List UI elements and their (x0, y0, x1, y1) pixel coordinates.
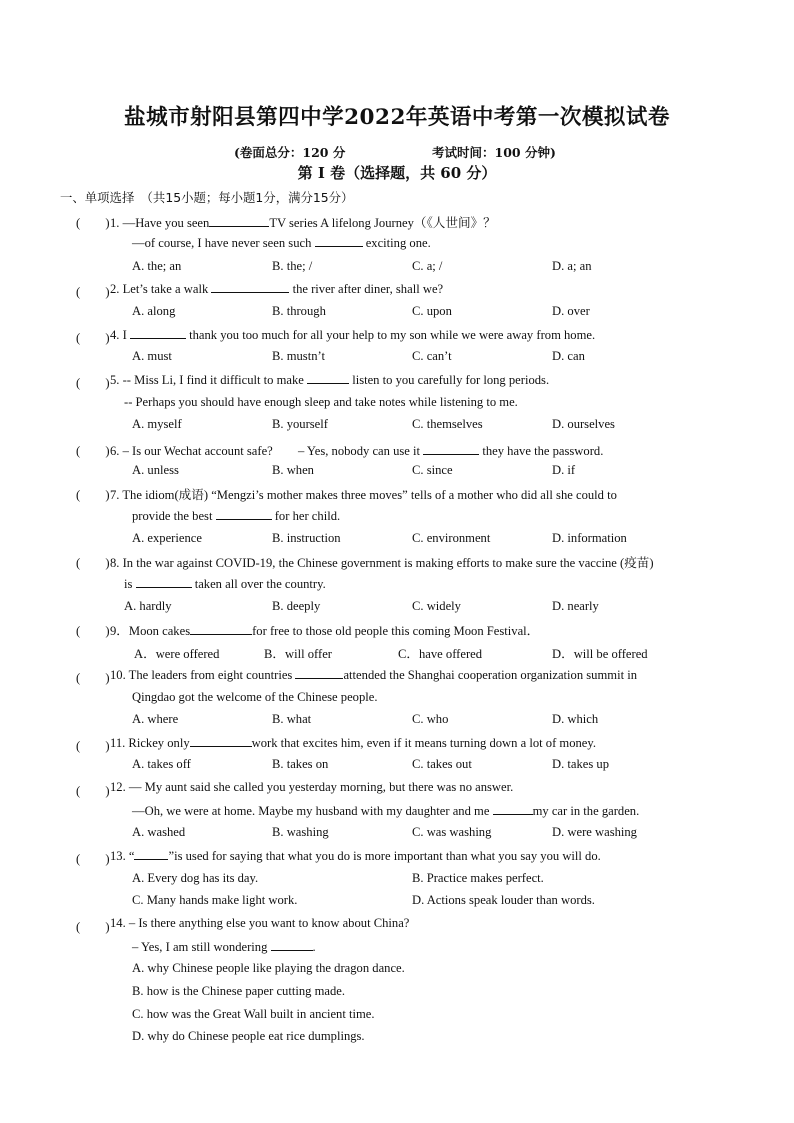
answer-bracket[interactable]: ( ) (76, 739, 110, 753)
question-text: – Yes, I am still wondering . (132, 940, 316, 954)
answer-bracket[interactable]: ( ) (76, 671, 110, 685)
exam-title: 盐城市射阳县第四中学2022年英语中考第一次模拟试卷 (124, 105, 670, 130)
option-b[interactable]: B. how is the Chinese paper cutting made. (132, 984, 345, 998)
question-text: 11. Rickey only work that excites him, even if it means turning down a lot of money. (110, 736, 597, 750)
option-b[interactable]: B. when (272, 463, 314, 477)
question-text: 10. The leaders from eight countries attended the Shanghai cooperation organization summit in (110, 668, 638, 682)
option-c[interactable]: C. was washing (412, 825, 492, 839)
answer-blank (190, 735, 252, 747)
option-d[interactable]: D. nearly (552, 599, 599, 613)
option-b[interactable]: B. takes on (272, 757, 329, 771)
option-a[interactable]: A. takes off (132, 757, 191, 771)
option-c[interactable]: C. can’t (412, 349, 452, 363)
option-b[interactable]: B. washing (272, 825, 329, 839)
option-b[interactable]: B. the; / (272, 259, 313, 273)
option-c[interactable]: C. upon (412, 304, 452, 318)
option-c[interactable]: C. Many hands make light work. (132, 893, 298, 907)
question-text: 14. – Is there anything else you want to know about China? (110, 916, 410, 930)
option-d[interactable]: D. can (552, 349, 585, 363)
answer-bracket[interactable]: ( ) (76, 556, 110, 570)
option-d[interactable]: D. over (552, 304, 590, 318)
answer-bracket[interactable]: ( ) (76, 488, 110, 502)
option-d[interactable]: D. Actions speak louder than words. (412, 893, 595, 907)
question-text: 4. I thank you too much for all your help to my son while we were away from home. (110, 328, 596, 342)
question-text: Qingdao got the welcome of the Chinese people. (132, 690, 378, 704)
option-c[interactable]: C. how was the Great Wall built in ancient time. (132, 1007, 375, 1021)
question-text: 5. -- Miss Li, I find it difficult to make listen to you carefully for long periods. (110, 373, 550, 387)
option-d[interactable]: D．will be offered (552, 647, 648, 661)
answer-bracket[interactable]: ( ) (76, 784, 110, 798)
option-a[interactable]: A. must (132, 349, 172, 363)
option-b[interactable]: B．will offer (264, 647, 332, 661)
option-a[interactable]: A. why Chinese people like playing the dragon dance. (132, 961, 405, 975)
option-d[interactable]: D. if (552, 463, 576, 477)
answer-blank (307, 372, 349, 384)
answer-blank (295, 667, 343, 679)
option-d[interactable]: D. ourselves (552, 417, 615, 431)
question-text: 13. “ ”is used for saying that what you do is more important than what you say you will do. (110, 849, 601, 863)
question-text: —Oh, we were at home. Maybe my husband with my daughter and me my car in the garden. (132, 804, 640, 818)
option-c[interactable]: C. environment (412, 531, 491, 545)
answer-bracket[interactable]: ( ) (76, 376, 110, 390)
option-a[interactable]: A. myself (132, 417, 182, 431)
option-d[interactable]: D. a; an (552, 259, 592, 273)
option-b[interactable]: B. mustn’t (272, 349, 325, 363)
option-a[interactable]: A. unless (132, 463, 179, 477)
option-a[interactable]: A. hardly (124, 599, 172, 613)
answer-blank (216, 508, 272, 520)
option-d[interactable]: D. takes up (552, 757, 610, 771)
option-a[interactable]: A. along (132, 304, 176, 318)
option-d[interactable]: D. why do Chinese people eat rice dumplings. (132, 1029, 365, 1043)
answer-blank (493, 803, 533, 815)
answer-blank (134, 848, 168, 860)
question-text: 9．Moon cakes for free to those old people this coming Moon Festival． (110, 624, 540, 638)
answer-bracket[interactable]: ( ) (76, 920, 110, 934)
option-b[interactable]: B. what (272, 712, 312, 726)
option-a[interactable]: A．were offered (134, 647, 220, 661)
answer-blank (423, 443, 479, 455)
question-text: 12. — My aunt said she called you yesterday morning, but there was no answer. (110, 780, 514, 794)
answer-bracket[interactable]: ( ) (76, 852, 110, 866)
part-heading: 第 I 卷（选择题，共 60 分） (297, 164, 497, 182)
option-b[interactable]: B. yourself (272, 417, 328, 431)
answer-bracket[interactable]: ( ) (76, 285, 110, 299)
total-score: (卷面总分：120 分 (234, 145, 346, 160)
exam-time: 考试时间：100 分钟) (432, 145, 556, 160)
answer-blank (136, 576, 192, 588)
option-a[interactable]: A. the; an (132, 259, 182, 273)
option-c[interactable]: C. who (412, 712, 449, 726)
option-b[interactable]: B. deeply (272, 599, 321, 613)
option-c[interactable]: C. since (412, 463, 453, 477)
question-text: is taken all over the country. (124, 577, 326, 591)
answer-blank (209, 215, 269, 227)
question-text: 6. – Is our Wechat account safe? – Yes, nobody can use it they have the password. (110, 444, 604, 458)
option-c[interactable]: C. takes out (412, 757, 472, 771)
answer-blank (130, 327, 186, 339)
question-text: 1. —Have you seen TV series A lifelong Journey（《人世间》？ (110, 216, 496, 230)
answer-blank (271, 939, 313, 951)
answer-bracket[interactable]: ( ) (76, 444, 110, 458)
answer-blank (190, 623, 252, 635)
option-a[interactable]: A. experience (132, 531, 202, 545)
option-a[interactable]: A. washed (132, 825, 186, 839)
option-a[interactable]: A. Every dog has its day. (132, 871, 259, 885)
answer-bracket[interactable]: ( ) (76, 624, 110, 638)
option-d[interactable]: D. which (552, 712, 599, 726)
option-d[interactable]: D. were washing (552, 825, 637, 839)
option-c[interactable]: C. a; / (412, 259, 443, 273)
option-c[interactable]: C. widely (412, 599, 461, 613)
option-d[interactable]: D. information (552, 531, 627, 545)
question-text: 7. The idiom(成语) “Mengzi’s mother makes three moves” tells of a mother who did all she could to (110, 488, 617, 502)
section-heading: 一、单项选择 （共15小题；每小题1分，满分15分） (60, 190, 354, 205)
answer-bracket[interactable]: ( ) (76, 216, 110, 230)
answer-blank (211, 281, 289, 293)
option-a[interactable]: A. where (132, 712, 179, 726)
question-text: 2. Let’s take a walk the river after diner, shall we? (110, 282, 444, 296)
question-text: provide the best for her child. (132, 509, 341, 523)
option-c[interactable]: C．have offered (398, 647, 483, 661)
question-text: —of course, I have never seen such exciting one. (132, 236, 431, 250)
option-b[interactable]: B. Practice makes perfect. (412, 871, 544, 885)
answer-blank (315, 235, 363, 247)
option-c[interactable]: C. themselves (412, 417, 483, 431)
option-b[interactable]: B. through (272, 304, 326, 318)
option-b[interactable]: B. instruction (272, 531, 341, 545)
answer-bracket[interactable]: ( ) (76, 331, 110, 345)
question-text: 8. In the war against COVID-19, the Chinese government is making efforts to make sure the vaccine (疫苗) (110, 556, 654, 570)
question-text: -- Perhaps you should have enough sleep and take notes while listening to me. (124, 395, 518, 409)
